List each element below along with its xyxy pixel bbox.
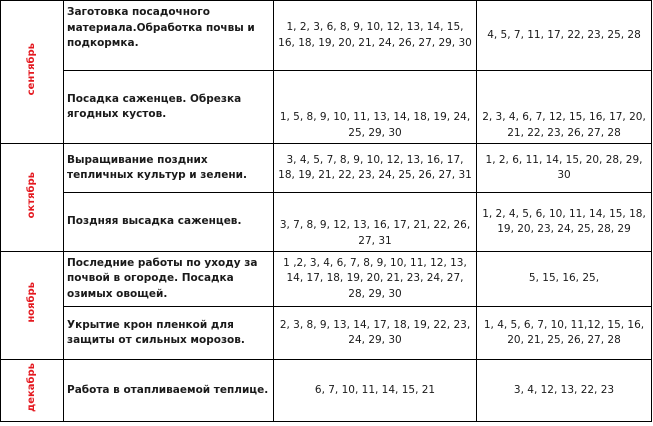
month-label-december: декабрь <box>26 363 38 413</box>
favorable-days-cell: 1, 2, 3, 6, 8, 9, 10, 12, 13, 14, 15, 16, 18, 19, 20, 21, 24, 26, 27, 29, 30 <box>274 1 477 71</box>
table-row <box>1 360 652 422</box>
month-cell-october <box>1 144 64 252</box>
task-cell: Выращивание поздних тепличных культур и зелени. <box>64 144 274 193</box>
table-row <box>1 252 652 307</box>
task-cell: Укрытие крон пленкой для защиты от сильных морозов. <box>64 307 274 360</box>
favorable-days-cell: 1, 5, 8, 9, 10, 11, 13, 14, 18, 19, 24, 25, 29, 30 <box>274 71 477 144</box>
table-row <box>1 144 652 193</box>
task-cell: Заготовка посадочного материала.Обработка почвы и подкормка. <box>64 1 274 71</box>
favorable-days-cell: 6, 7, 10, 11, 14, 15, 21 <box>274 360 477 422</box>
table-row <box>1 307 652 360</box>
month-cell-december <box>1 360 64 422</box>
unfavorable-days-cell: 1, 4, 5, 6, 7, 10, 11,12, 15, 16, 20, 21, 25, 26, 27, 28 <box>477 307 652 360</box>
favorable-days-cell: 2, 3, 8, 9, 13, 14, 17, 18, 19, 22, 23, 24, 29, 30 <box>274 307 477 360</box>
month-cell-november <box>1 252 64 360</box>
task-cell: Поздняя высадка саженцев. <box>64 193 274 252</box>
unfavorable-days-cell: 1, 2, 6, 11, 14, 15, 20, 28, 29, 30 <box>477 144 652 193</box>
task-cell: Посадка саженцев. Обрезка ягодных кустов. <box>64 71 274 144</box>
favorable-days-cell: 3, 4, 5, 7, 8, 9, 10, 12, 13, 16, 17, 18, 19, 21, 22, 23, 24, 25, 26, 27, 31 <box>274 144 477 193</box>
month-label-october: октябрь <box>26 171 38 218</box>
favorable-days-cell: 1 ,2, 3, 4, 6, 7, 8, 9, 10, 11, 12, 13, 14, 17, 18, 19, 20, 21, 23, 24, 27, 28, 29, 30 <box>274 252 477 307</box>
unfavorable-days-cell: 4, 5, 7, 11, 17, 22, 23, 25, 28 <box>477 1 652 71</box>
table-row <box>1 1 652 71</box>
task-cell: Работа в отапливаемой теплице. <box>64 360 274 422</box>
unfavorable-days-cell: 3, 4, 12, 13, 22, 23 <box>477 360 652 422</box>
unfavorable-days-cell: 2, 3, 4, 6, 7, 12, 15, 16, 17, 20, 21, 22, 23, 26, 27, 28 <box>477 71 652 144</box>
task-cell: Последние работы по уходу за почвой в огороде. Посадка озимых овощей. <box>64 252 274 307</box>
month-label-november: ноябрь <box>26 282 38 324</box>
table-row <box>1 71 652 144</box>
unfavorable-days-cell: 5, 15, 16, 25, <box>477 252 652 307</box>
unfavorable-days-cell: 1, 2, 4, 5, 6, 10, 11, 14, 15, 18, 19, 20, 23, 24, 25, 28, 29 <box>477 193 652 252</box>
month-cell-september <box>1 1 64 144</box>
table-row <box>1 193 652 252</box>
favorable-days-cell: 3, 7, 8, 9, 12, 13, 16, 17, 21, 22, 26, 27, 31 <box>274 193 477 252</box>
month-label-september: сентябрь <box>26 43 38 96</box>
